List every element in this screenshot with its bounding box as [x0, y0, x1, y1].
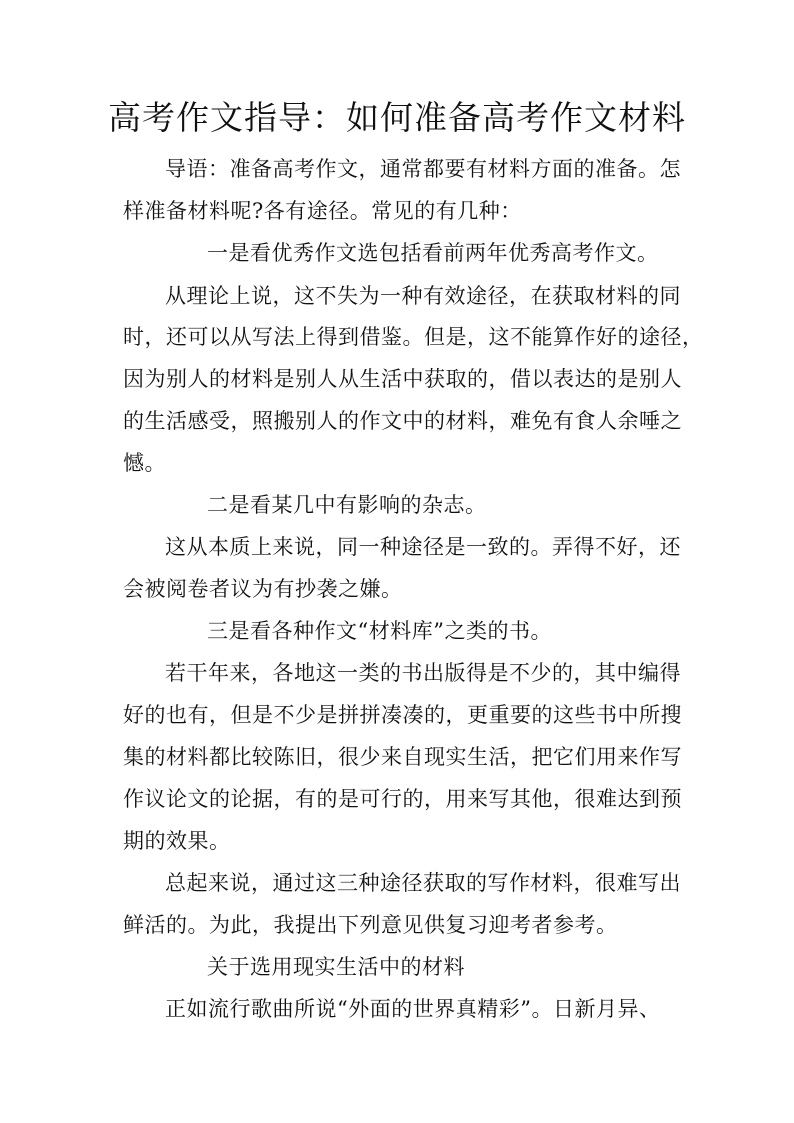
- paragraph-line: 若干年来，各地这一类的书出版得是不少的，其中编得: [165, 661, 681, 685]
- paragraph-line: 导语：准备高考作文，通常都要有材料方面的准备。怎: [165, 157, 681, 181]
- paragraph-line: 一是看优秀作文选包括看前两年优秀高考作文。: [207, 241, 659, 265]
- paragraph-line: 这从本质上来说，同一种途径是一致的。弄得不好，还: [165, 535, 681, 559]
- document-title: 高考作文指导：如何准备高考作文材料: [108, 98, 686, 137]
- paragraph-line: 总起来说，通过这三种途径获取的写作材料，很难写出: [165, 871, 681, 895]
- section-heading: 关于选用现实生活中的材料: [207, 955, 465, 979]
- paragraph-line: 鲜活的。为此，我提出下列意见供复习迎考者参考。: [123, 913, 618, 937]
- paragraph-line: 的生活感受，照搬别人的作文中的材料，难免有食人余唾之: [123, 409, 682, 433]
- paragraph-line: 会被阅卷者议为有抄袭之嫌。: [123, 577, 403, 601]
- paragraph-line: 憾。: [123, 451, 166, 475]
- paragraph-line: 正如流行歌曲所说“外面的世界真精彩”。日新月异、: [165, 997, 661, 1021]
- paragraph-line: 样准备材料呢?各有途径。常见的有几种：: [123, 199, 522, 223]
- paragraph-line: 好的也有，但是不少是拼拼凑凑的，更重要的这些书中所搜: [123, 703, 682, 727]
- paragraph-line: 从理论上说，这不失为一种有效途径，在获取材料的同: [165, 284, 681, 308]
- paragraph-line: 因为别人的材料是别人从生活中获取的，借以表达的是别人: [123, 367, 682, 391]
- paragraph-line: 集的材料都比较陈旧，很少来自现实生活，把它们用来作写: [123, 745, 682, 769]
- paragraph-line: 三是看各种作文“材料库”之类的书。: [207, 619, 552, 643]
- paragraph-line: 时，还可以从写法上得到借鉴。但是，这不能算作好的途径，: [123, 325, 704, 349]
- paragraph-line: 期的效果。: [123, 829, 231, 853]
- paragraph-line: 作议论文的论据，有的是可行的，用来写其他，很难达到预: [123, 787, 682, 811]
- paragraph-line: 二是看某几中有影响的杂志。: [207, 493, 487, 517]
